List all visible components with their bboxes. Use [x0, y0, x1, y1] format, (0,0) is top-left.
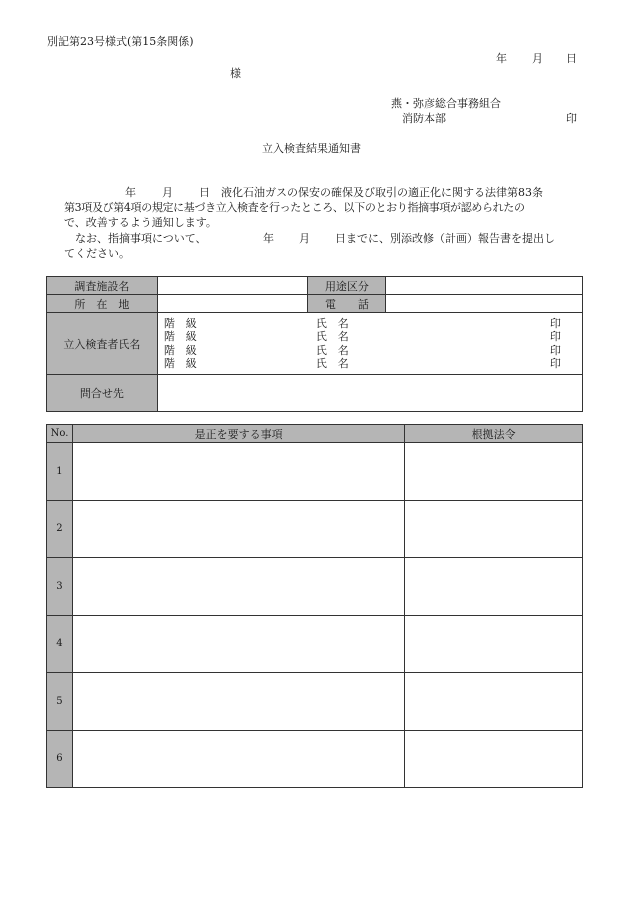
body-year-label: 年 — [125, 186, 136, 199]
facility-name-field[interactable] — [157, 277, 308, 295]
document-title: 立入検査結果通知書 — [262, 142, 361, 155]
row-number: 3 — [47, 558, 73, 616]
usage-category-field[interactable] — [386, 277, 583, 295]
form-label: 別記第23号様式(第15条関係) — [47, 35, 194, 48]
inspector-rank-label: 階 級 — [163, 343, 197, 357]
inspector-rank-label: 階 級 — [163, 316, 197, 330]
recipient-suffix: 様 — [230, 67, 241, 80]
inspector-seal-mark: 印 — [549, 330, 561, 343]
inspector-seal-mark: 印 — [549, 343, 561, 357]
table-row — [47, 730, 583, 788]
table-row — [47, 615, 583, 673]
legal-basis-cell[interactable] — [405, 443, 583, 501]
inspector-rank-label: 階 級 — [163, 357, 197, 370]
inspector-seal-mark: 印 — [549, 316, 561, 330]
facility-name-label: 調査施設名 — [47, 277, 158, 295]
inspector-rank-label: 階 級 — [163, 330, 197, 343]
inspector-row — [158, 317, 582, 331]
table-row — [47, 500, 583, 558]
corrective-matter-cell[interactable] — [72, 558, 404, 616]
issuer-org-name: 燕・弥彦総合事務組合 — [391, 97, 501, 110]
inspector-row — [158, 344, 582, 358]
inspector-name-label: 氏 名 — [315, 357, 349, 370]
date-day-label: 日 — [566, 52, 577, 65]
date-month-label: 月 — [532, 52, 543, 65]
legal-basis-cell[interactable] — [405, 673, 583, 731]
column-header-corrective-matter: 是正を要する事項 — [72, 425, 404, 443]
contact-label: 問合せ先 — [47, 375, 158, 412]
date-year-label: 年 — [496, 52, 507, 65]
table-row — [47, 673, 583, 731]
inspector-name-label: 氏 名 — [315, 316, 349, 330]
facility-info-table — [46, 276, 583, 412]
body-line-5: てください。 — [64, 247, 130, 260]
body-line-4-start: なお、指摘事項について、 — [75, 232, 207, 245]
usage-category-label: 用途区分 — [308, 277, 386, 295]
body-line-4-month: 月 — [299, 232, 310, 245]
body-line-4-end: 日までに、別添改修（計画）報告書を提出し — [335, 232, 555, 245]
issuer-seal-mark: 印 — [566, 112, 577, 125]
body-month-label: 月 — [162, 186, 173, 199]
corrective-matter-cell[interactable] — [72, 730, 404, 788]
column-header-no: No. — [47, 425, 73, 443]
inspector-row — [158, 357, 582, 371]
legal-basis-cell[interactable] — [405, 730, 583, 788]
column-header-legal-basis: 根拠法令 — [405, 425, 583, 443]
phone-field[interactable] — [386, 295, 583, 313]
row-number: 4 — [47, 615, 73, 673]
inspector-name-label: 氏 名 — [315, 330, 349, 343]
contact-field[interactable] — [157, 375, 582, 412]
issuer-dept-name: 消防本部 — [402, 112, 446, 125]
legal-basis-cell[interactable] — [405, 558, 583, 616]
row-number: 1 — [47, 443, 73, 501]
inspector-names-label: 立入検査者氏名 — [47, 313, 158, 375]
corrective-matter-cell[interactable] — [72, 615, 404, 673]
body-day-label: 日 — [199, 186, 210, 199]
table-row — [47, 558, 583, 616]
legal-basis-cell[interactable] — [405, 615, 583, 673]
inspector-names-field[interactable] — [157, 313, 582, 375]
body-line-3: で、改善するよう通知します。 — [64, 216, 217, 229]
corrective-matter-cell[interactable] — [72, 500, 404, 558]
inspector-seal-mark: 印 — [549, 357, 561, 370]
legal-basis-cell[interactable] — [405, 500, 583, 558]
address-label: 所 在 地 — [47, 295, 158, 313]
table-row — [47, 443, 583, 501]
body-line-1: 液化石油ガスの保安の確保及び取引の適正化に関する法律第83条 — [221, 186, 543, 199]
inspector-row — [158, 330, 582, 344]
corrective-matter-cell[interactable] — [72, 443, 404, 501]
inspector-name-label: 氏 名 — [315, 343, 349, 357]
body-line-2: 第3項及び第4項の規定に基づき立入検査を行ったところ、以下のとおり指摘事項が認められたの — [64, 201, 525, 214]
row-number: 5 — [47, 673, 73, 731]
address-field[interactable] — [157, 295, 308, 313]
phone-label: 電 話 — [308, 295, 386, 313]
corrective-items-table — [46, 424, 583, 788]
body-line-4-year: 年 — [263, 232, 274, 245]
row-number: 2 — [47, 500, 73, 558]
corrective-matter-cell[interactable] — [72, 673, 404, 731]
row-number: 6 — [47, 730, 73, 788]
